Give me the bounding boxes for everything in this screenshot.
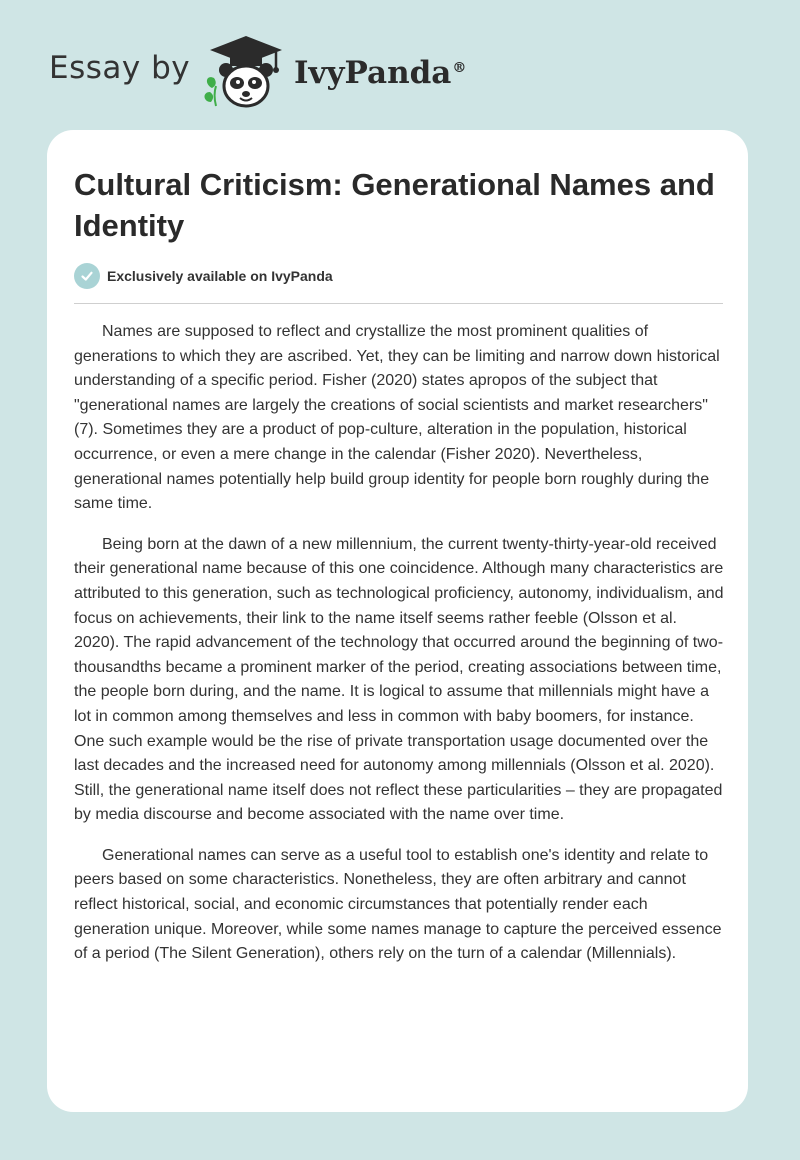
divider xyxy=(74,303,723,304)
essay-by-label: Essay by xyxy=(49,50,191,86)
brand-name[interactable] xyxy=(294,55,466,91)
panda-graduate-logo-icon[interactable] xyxy=(200,34,292,110)
paragraph-2: Being born at the dawn of a new millennium, the current twenty-thirty-year-old received their generational name because of this one coincidence. Although many characteristics are attributed to this generation, such as technological proficiency, autonomy, individualism, and focus on achievements, their link to the name itself seems rather feeble (Olsson et al. 2020). The rapid advancement of the technology that occurred around the beginning of two-thousandths became a prominent marker of the period, creating associations between time, the people born during, and the name. It is logical to assume that millennials might have a lot in common among themselves and less in common with baby boomers, for instance. One such example would be the rise of private transportation usage documented over the last decades and the increased need for autonomy among millennials (Olsson et al. 2020). Still, the generational name itself does not reflect these particularities – they are propagated by media discourse and become associated with the name over time. xyxy=(74,535,724,824)
article-card xyxy=(47,130,748,1112)
exclusive-badge xyxy=(74,263,333,289)
exclusive-badge-text: Exclusively available on IvyPanda xyxy=(107,268,333,284)
paragraph-1: Names are supposed to reflect and crystallize the most prominent qualities of generations to which they are ascribed. Yet, they can be limiting and narrow down historical understanding of a specific period. Fisher (2020) states apropos of the subject that "generational names are largely the creations of social scientists and market researchers" (7). Sometimes they are a product of pop-culture, alteration in the population, historical occurrence, or even a mere change in the calendar (Fisher 2020). Nevertheless, generational names potentially help build group identity for people born roughly during the same time. xyxy=(74,323,720,513)
site-header xyxy=(0,0,800,130)
article-body xyxy=(74,320,726,983)
article-title: Cultural Criticism: Generational Names and Identity xyxy=(74,167,715,243)
check-circle-icon xyxy=(74,263,100,289)
paragraph-3: Generational names can serve as a useful tool to establish one's identity and relate to peers based on some characteristics. Nonetheless, they are often arbitrary and cannot reflect historical, social, and economic circumstances that potentially render each generation unique. Moreover, while some names manage to capture the perceived essence of a period (The Silent Generation), others rely on the turn of a calendar (Millennials). xyxy=(74,846,722,963)
brand-name-text: IvyPanda xyxy=(294,55,452,91)
registered-mark: ® xyxy=(452,59,467,76)
